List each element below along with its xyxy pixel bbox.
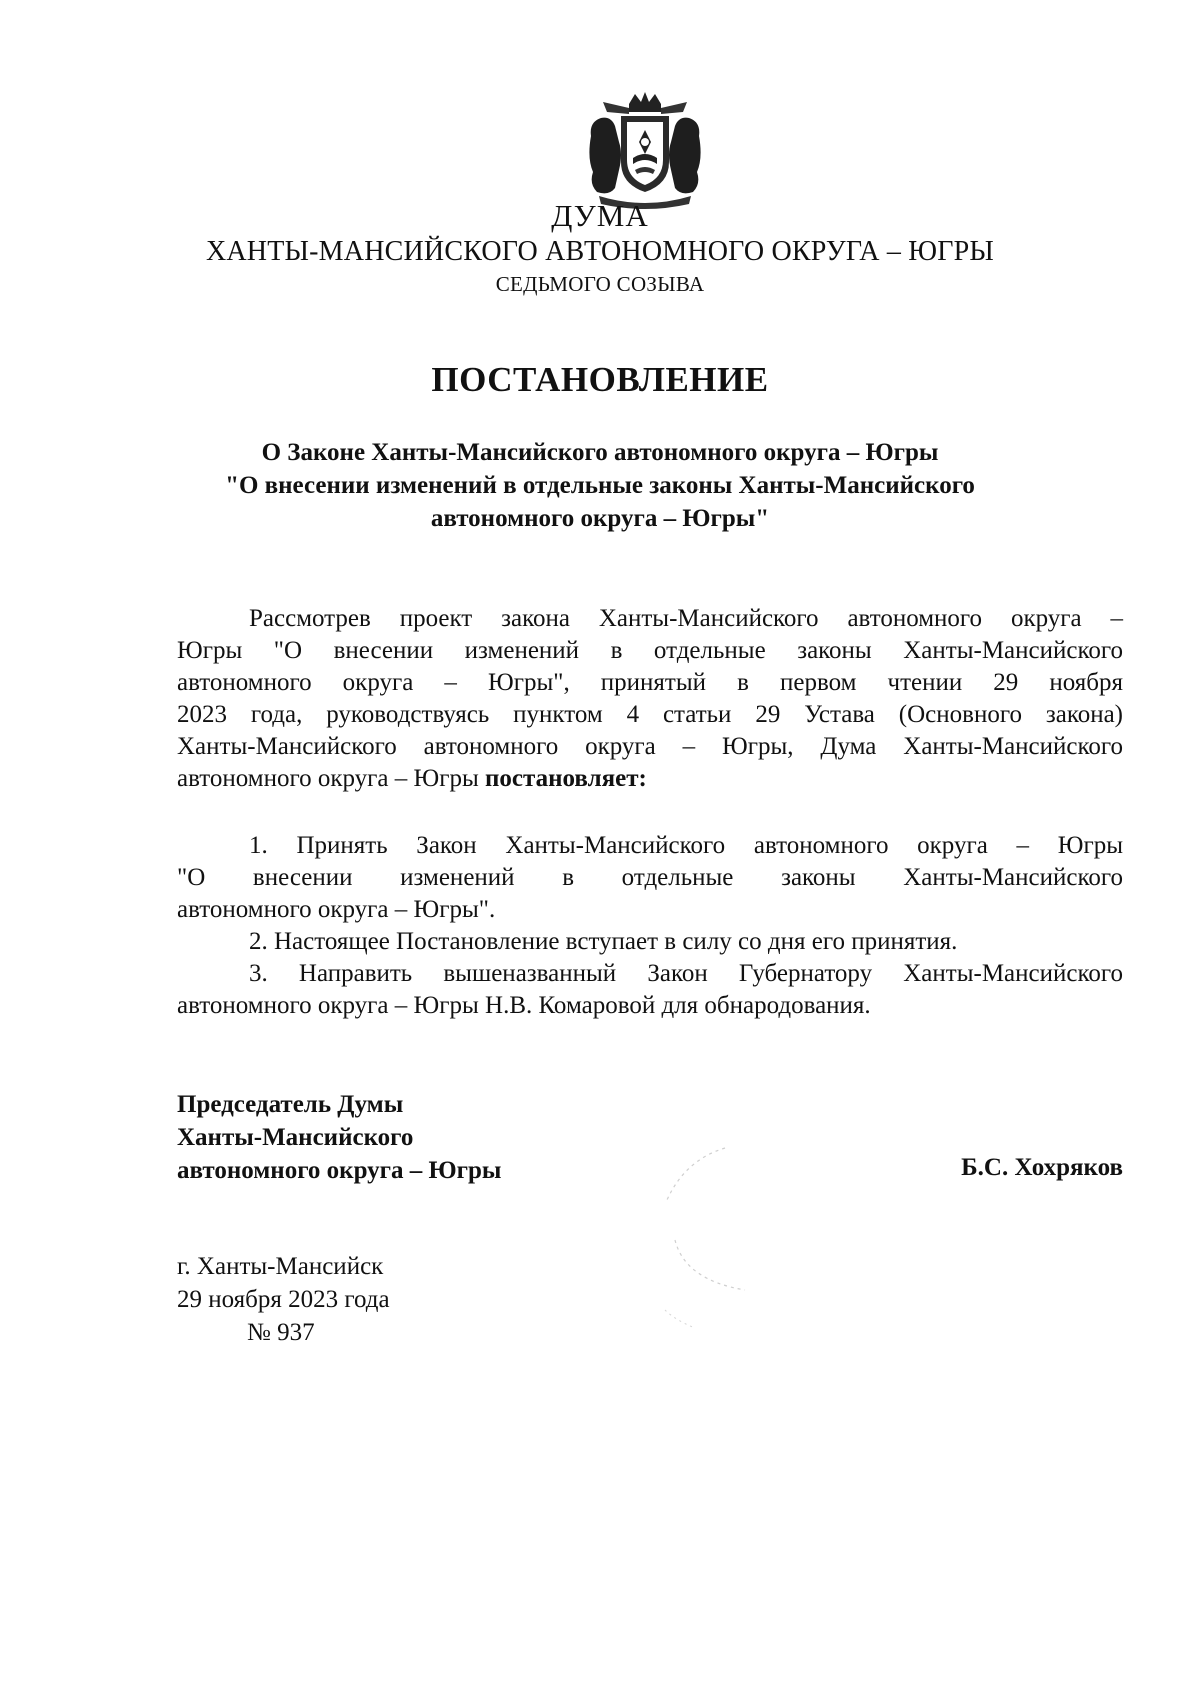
- item-3-line: 3. Направить вышеназванный Закон Губернатору Ханты-Мансийского: [249, 960, 1123, 987]
- document-type: ПОСТАНОВЛЕНИЕ: [431, 360, 769, 399]
- signer-position: [177, 1088, 501, 1187]
- preamble-line: 2023 года, руководствуясь пунктом 4 статьи 29 Устава (Основного закона): [177, 701, 1123, 728]
- region-title: ХАНТЫ-МАНСИЙСКОГО АВТОНОМНОГО ОКРУГА – ЮГРЫ: [205, 236, 995, 267]
- document-number: № 937: [247, 1319, 315, 1346]
- subject-line: О Законе Ханты-Мансийского автономного округа – Югры: [261, 439, 939, 466]
- preamble-line: автономного округа – Югры", принятый в первом чтении 29 ноября: [177, 669, 1123, 696]
- city: г. Ханты-Мансийск: [177, 1253, 384, 1280]
- faint-stamp-icon: [655, 1140, 765, 1330]
- signer-position-line: автономного округа – Югры: [177, 1157, 502, 1184]
- item-2-line: 2. Настоящее Постановление вступает в силу со дня его принятия.: [249, 928, 958, 955]
- signer-name: Б.С. Хохряков: [961, 1154, 1123, 1181]
- subject-line: автономного округа – Югры": [430, 505, 770, 532]
- document-subject: [0, 436, 1200, 535]
- preamble-line-text: автономного округа – Югры: [177, 765, 486, 792]
- preamble-paragraph: [177, 603, 1123, 795]
- signer-position-line: Председатель Думы: [177, 1091, 404, 1118]
- coat-of-arms-icon: [585, 92, 705, 210]
- item-1-line: 1. Принять Закон Ханты-Мансийского автономного округа – Югры: [249, 832, 1123, 859]
- preamble-line: Югры "О внесении изменений в отдельные законы Ханты-Мансийского: [177, 637, 1123, 664]
- place-and-date: [177, 1250, 390, 1349]
- item-3-line: автономного округа – Югры Н.В. Комаровой для обнародования.: [177, 992, 871, 1019]
- preamble-line: Ханты-Мансийского автономного округа – Югры, Дума Ханты-Мансийского: [177, 733, 1123, 760]
- subject-line: "О внесении изменений в отдельные законы Ханты-Мансийского: [225, 472, 975, 499]
- preamble-last-line: [177, 763, 1123, 795]
- resolution-items: [177, 830, 1123, 1022]
- preamble-line: Рассмотрев проект закона Ханты-Мансийского автономного округа –: [249, 605, 1123, 632]
- decision-word: постановляет:: [485, 765, 647, 792]
- organization-title: ДУМА: [551, 198, 649, 233]
- date: 29 ноября 2023 года: [177, 1286, 390, 1313]
- item-1-line: автономного округа – Югры".: [177, 896, 496, 923]
- signer-position-line: Ханты-Мансийского: [177, 1124, 414, 1151]
- convocation-title: СЕДЬМОГО СОЗЫВА: [495, 272, 705, 296]
- item-1-line: "О внесении изменений в отдельные законы Ханты-Мансийского: [177, 864, 1123, 891]
